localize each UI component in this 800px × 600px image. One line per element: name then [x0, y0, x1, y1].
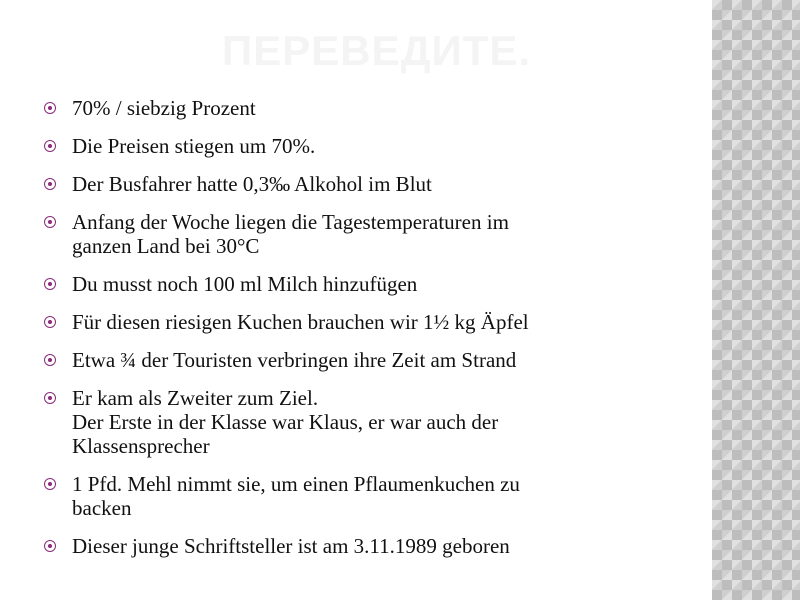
list-item — [40, 210, 680, 258]
list-item — [40, 272, 680, 296]
item-line: Die Preisen stiegen um 70%. — [72, 134, 316, 158]
item-line: 70% / siebzig Prozent — [72, 96, 256, 120]
circle-bullet-icon — [44, 102, 56, 114]
item-line: 1 Pfd. Mehl nimmt sie, um einen Pflaumenkuchen zu — [72, 472, 520, 496]
list-item — [40, 472, 680, 520]
circle-bullet-icon — [44, 392, 56, 404]
item-line: Anfang der Woche liegen die Tagestemperaturen im — [72, 210, 509, 234]
item-line: Klassensprecher — [72, 434, 210, 458]
list-item — [40, 310, 680, 334]
item-line: ganzen Land bei 30°C — [72, 234, 260, 258]
list-item — [40, 534, 680, 558]
circle-bullet-icon — [44, 478, 56, 490]
item-line: Für diesen riesigen Kuchen brauchen wir 1½ kg Äpfel — [72, 310, 529, 334]
circle-bullet-icon — [44, 540, 56, 552]
item-line: backen — [72, 496, 132, 520]
bullet-list — [40, 96, 680, 572]
item-line: Dieser junge Schriftsteller ist am 3.11.1989 geboren — [72, 534, 510, 558]
item-line: Er kam als Zweiter zum Ziel. — [72, 386, 319, 410]
item-line: Etwa ¾ der Touristen verbringen ihre Zeit am Strand — [72, 348, 517, 372]
circle-bullet-icon — [44, 216, 56, 228]
list-item — [40, 96, 680, 120]
list-item — [40, 348, 680, 372]
slide-title: ПЕРЕВЕДИТЕ. — [222, 27, 532, 74]
decorative-side-pattern — [712, 0, 800, 600]
circle-bullet-icon — [44, 354, 56, 366]
list-item — [40, 172, 680, 196]
circle-bullet-icon — [44, 316, 56, 328]
circle-bullet-icon — [44, 140, 56, 152]
item-line: Der Erste in der Klasse war Klaus, er war auch der — [72, 410, 499, 434]
circle-bullet-icon — [44, 178, 56, 190]
list-item — [40, 386, 680, 458]
circle-bullet-icon — [44, 278, 56, 290]
item-line: Du musst noch 100 ml Milch hinzufügen — [72, 272, 418, 296]
item-line: Der Busfahrer hatte 0,3‰ Alkohol im Blut — [72, 172, 432, 196]
list-item — [40, 134, 680, 158]
